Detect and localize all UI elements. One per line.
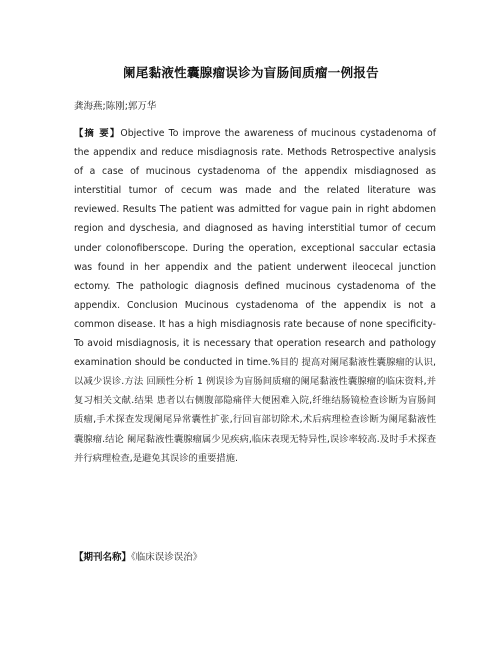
- journal-name: 《临床误诊误治》: [131, 552, 203, 563]
- paper-title: 阑尾黏液性囊腺瘤误诊为盲肠间质瘤一例报告: [122, 65, 379, 80]
- author-list: 龚海燕;陈刚;郭万华: [74, 101, 157, 112]
- journal-section: [74, 549, 202, 563]
- abstract-section: [74, 124, 436, 468]
- abstract-text: Objective To improve the awareness of mucinous cystadenoma of the appendix and reduce misdiagnosis rate. Methods Retrospective analysis of a case of mucinous cystadenoma of the appendix misdiagnosed as interstitial tumor of cecum was made and the related literature was reviewed. Results The patient was admitted for vague pain in right abdomen region and dyschesia, and diagnosed as having interstitial tumor of cecum under colonofiberscope. During the operation, exceptional saccular ectasia was found in her appendix and the patient underwent ileocecal junction ectomy. The pathologic diagnosis defined mucinous cystadenoma of the appendix. Conclusion Mucinous cystadenoma of the appendix is not a common disease. It has a high misdiagnosis rate because of none specificity- To avoid misdiagnosis, it is necessary that operation research and pathology examination should be conducted in time.%目的 提高对阑尾黏液性囊腺瘤的认识,以减少误诊.方法 回顾性分析 1 例误诊为盲肠间质瘤的阑尾黏液性囊腺瘤的临床资料,并复习相关文献.结果 患者以右侧腹部隐痛伴大便困难入院,纤维结肠镜检查诊断为盲肠间质瘤,手术探查发现阑尾异常囊性扩张,行回盲部切除术,术后病理检查诊断为阑尾黏液性囊腺瘤.结论 阑尾黏液性囊腺瘤属少见疾病,临床表现无特异性,误诊率较高.及时手术探查并行病理检查,是避免其误诊的重要措施.: [74, 128, 436, 464]
- journal-label: 【期刊名称】: [74, 552, 132, 563]
- abstract-label: 【摘 要】: [74, 128, 121, 139]
